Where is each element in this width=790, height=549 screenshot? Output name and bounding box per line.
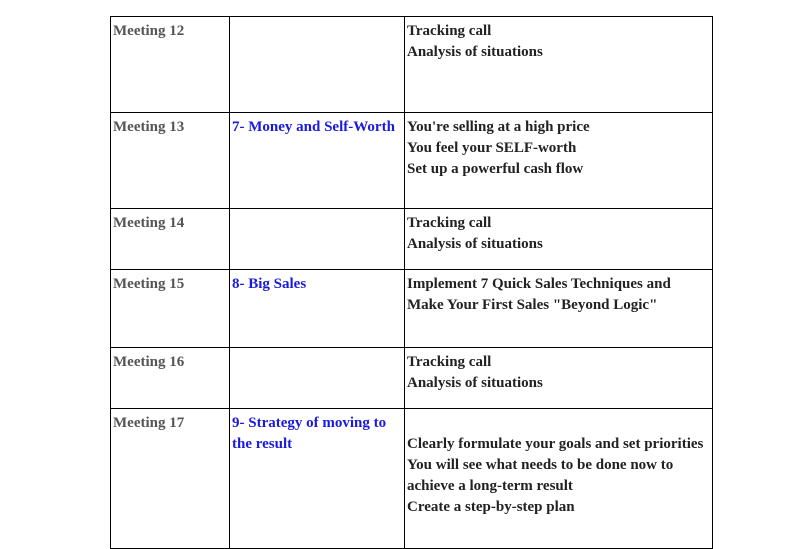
meeting-cell: Meeting 17 bbox=[111, 409, 230, 549]
meeting-cell: Meeting 15 bbox=[111, 270, 230, 348]
activity-line: Analysis of situations bbox=[407, 375, 543, 391]
activity-line: Make Your First Sales "Beyond Logic" bbox=[407, 297, 658, 313]
activity-line: You feel your SELF-worth bbox=[407, 140, 577, 156]
activity-line: Set up a powerful cash flow bbox=[407, 161, 584, 177]
table-row bbox=[111, 113, 713, 209]
activity-line: Tracking call bbox=[407, 354, 492, 370]
meeting-cell: Meeting 14 bbox=[111, 209, 230, 270]
activity-line: Implement 7 Quick Sales Techniques and bbox=[407, 276, 671, 292]
activity-line: You will see what needs to be done now to achieve a long-term result bbox=[407, 457, 674, 494]
table-row bbox=[111, 17, 713, 113]
activity-line: Tracking call bbox=[407, 23, 492, 39]
activities-cell bbox=[405, 409, 713, 549]
activities-cell bbox=[405, 348, 713, 409]
activities-cell bbox=[405, 113, 713, 209]
topic-cell bbox=[230, 209, 405, 270]
topic-cell bbox=[230, 348, 405, 409]
meeting-cell: Meeting 12 bbox=[111, 17, 230, 113]
topic-cell: 9- Strategy of moving to the result bbox=[230, 409, 405, 549]
activities-cell bbox=[405, 270, 713, 348]
activity-line: Tracking call bbox=[407, 215, 492, 231]
topic-cell: 8- Big Sales bbox=[230, 270, 405, 348]
activity-line: Analysis of situations bbox=[407, 236, 543, 252]
table-row bbox=[111, 409, 713, 549]
activity-line: Create a step-by-step plan bbox=[407, 499, 575, 515]
activities-cell bbox=[405, 17, 713, 113]
activities-cell bbox=[405, 209, 713, 270]
meeting-cell: Meeting 13 bbox=[111, 113, 230, 209]
table-row bbox=[111, 209, 713, 270]
activity-line: Analysis of situations bbox=[407, 44, 543, 60]
table-row bbox=[111, 348, 713, 409]
topic-cell bbox=[230, 17, 405, 113]
activity-line: Clearly formulate your goals and set priorities bbox=[407, 436, 704, 452]
activity-line: You're selling at a high price bbox=[407, 119, 590, 135]
table-row bbox=[111, 270, 713, 348]
topic-cell: 7- Money and Self-Worth bbox=[230, 113, 405, 209]
meeting-schedule-table bbox=[110, 16, 713, 549]
meeting-cell: Meeting 16 bbox=[111, 348, 230, 409]
